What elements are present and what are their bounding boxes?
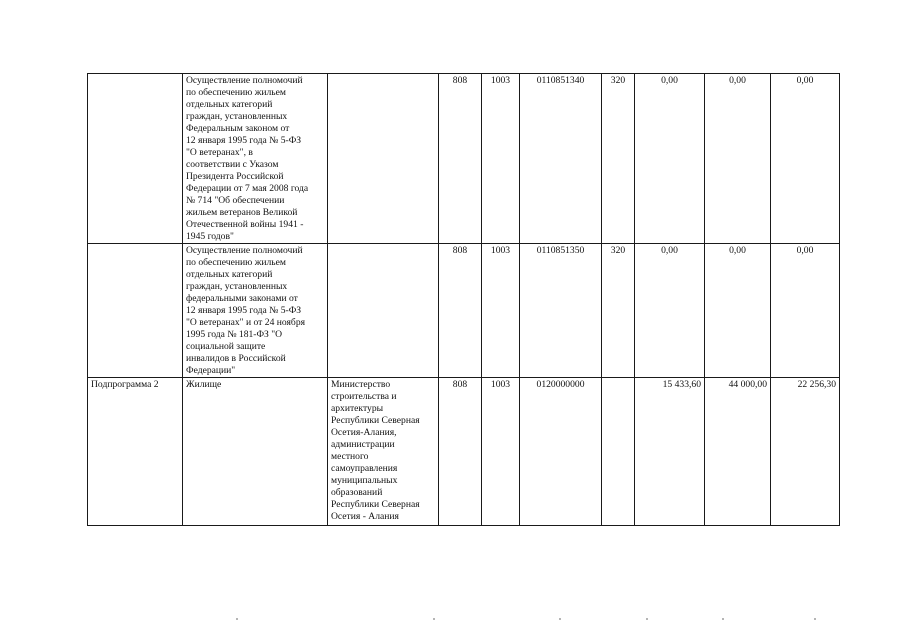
amount-year1-cell: 0,00: [635, 74, 705, 244]
executor-cell: Министерство строительства и архитектуры Республики Северная Осетия-Алания, администрации местного самоуправления муниципальных образований Республики Северная Осетия - Алания: [328, 378, 439, 526]
amount-year2-cell: 0,00: [705, 244, 771, 378]
amount-year2-cell: 44 000,00: [705, 378, 771, 526]
amount-year1-cell: 0,00: [635, 244, 705, 378]
scan-speck: [646, 618, 648, 620]
measure-name-cell: Осуществление полномочий по обеспечению жильем отдельных категорий граждан, установленных Федеральным законом от 12 января 1995 года № 5-ФЗ "О ветеранах", в соответствии с Указом Президента Российской Федерации от 7 мая 2008 года № 714 "Об обеспечении жильем ветеранов Великой Отечественной войны 1941 - 1945 годов": [183, 74, 328, 244]
grbs-cell: 808: [439, 74, 482, 244]
grbs-cell: 808: [439, 378, 482, 526]
vr-cell: [602, 378, 635, 526]
amount-year3-cell: 0,00: [771, 244, 840, 378]
scan-speck: [722, 618, 724, 620]
grbs-cell: 808: [439, 244, 482, 378]
table-row: [88, 74, 840, 244]
rzpr-cell: 1003: [482, 378, 520, 526]
measure-name-cell: Жилище: [183, 378, 328, 526]
amount-year1-cell: 15 433,60: [635, 378, 705, 526]
amount-year3-cell: 0,00: [771, 74, 840, 244]
budget-table: [87, 73, 840, 526]
csr-cell: 0110851340: [520, 74, 602, 244]
scan-margin-marks: [0, 618, 905, 632]
vr-cell: 320: [602, 244, 635, 378]
program-cell: Подпрограмма 2: [88, 378, 183, 526]
rzpr-cell: 1003: [482, 244, 520, 378]
csr-cell: 0120000000: [520, 378, 602, 526]
measure-name-cell: Осуществление полномочий по обеспечению жильем отдельных категорий граждан, установленных федеральными законами от 12 января 1995 года № 5-ФЗ "О ветеранах" и от 24 ноября 1995 года № 181-ФЗ "О социальной защите инвалидов в Российской Федерации": [183, 244, 328, 378]
scan-speck: [236, 618, 238, 620]
table-row: [88, 244, 840, 378]
vr-cell: 320: [602, 74, 635, 244]
scan-speck: [814, 618, 816, 620]
executor-cell: [328, 244, 439, 378]
scan-speck: [433, 618, 435, 620]
table-row: [88, 378, 840, 526]
program-cell: [88, 244, 183, 378]
program-cell: [88, 74, 183, 244]
csr-cell: 0110851350: [520, 244, 602, 378]
scan-speck: [559, 618, 561, 620]
executor-cell: [328, 74, 439, 244]
amount-year3-cell: 22 256,30: [771, 378, 840, 526]
rzpr-cell: 1003: [482, 74, 520, 244]
amount-year2-cell: 0,00: [705, 74, 771, 244]
